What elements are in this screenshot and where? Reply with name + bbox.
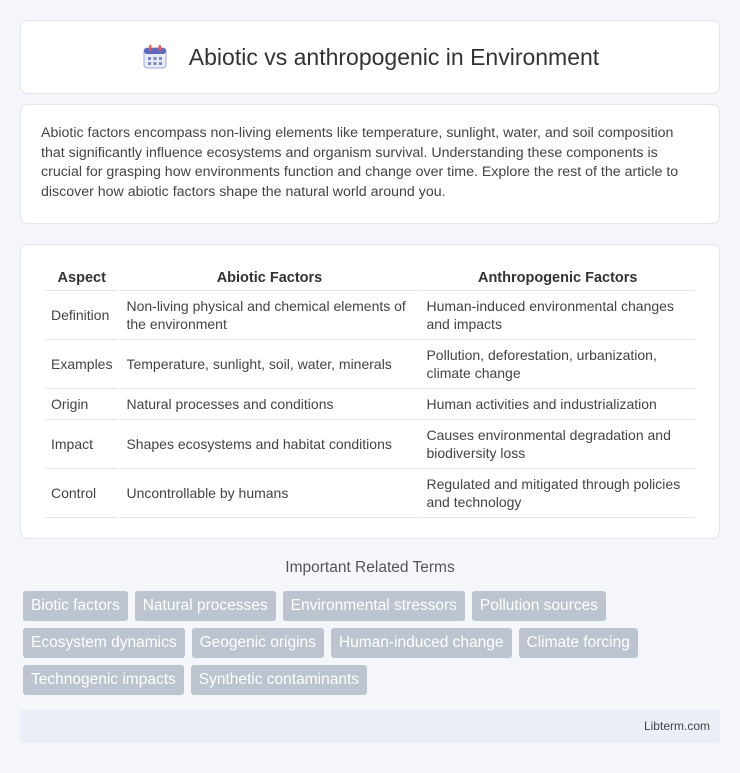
footer	[20, 710, 720, 743]
tag-row	[23, 628, 723, 658]
footer-brand-link[interactable]: Libterm.com	[643, 719, 710, 733]
table-row	[45, 340, 695, 389]
cell-anthropogenic: Human-induced environmental changes and impacts	[420, 291, 695, 340]
tag-biotic-factors[interactable]: Biotic factors	[23, 591, 128, 621]
tag-natural-processes[interactable]: Natural processes	[135, 591, 276, 621]
tag-environmental-stressors[interactable]: Environmental stressors	[283, 591, 465, 621]
header-anthropogenic: Anthropogenic Factors	[420, 265, 695, 291]
cell-abiotic: Shapes ecosystems and habitat conditions	[120, 420, 418, 469]
tag-geogenic-origins[interactable]: Geogenic origins	[192, 628, 324, 658]
cell-aspect: Impact	[45, 420, 118, 469]
cell-abiotic: Temperature, sunlight, soil, water, minerals	[120, 340, 418, 389]
intro-card	[20, 104, 720, 224]
header-aspect: Aspect	[45, 265, 118, 291]
comparison-table	[43, 265, 697, 518]
cell-anthropogenic: Pollution, deforestation, urbanization, climate change	[420, 340, 695, 389]
title-card	[20, 20, 720, 94]
table-row	[45, 420, 695, 469]
tag-ecosystem-dynamics[interactable]: Ecosystem dynamics	[23, 628, 185, 658]
cell-abiotic: Natural processes and conditions	[120, 389, 418, 420]
cell-aspect: Definition	[45, 291, 118, 340]
table-row	[45, 291, 695, 340]
tag-human-induced-change[interactable]: Human-induced change	[331, 628, 512, 658]
cell-abiotic: Non-living physical and chemical elements of the environment	[120, 291, 418, 340]
table-row	[45, 389, 695, 420]
cell-anthropogenic: Human activities and industrialization	[420, 389, 695, 420]
tag-pollution-sources[interactable]: Pollution sources	[472, 591, 606, 621]
cell-aspect: Examples	[45, 340, 118, 389]
table-header-row	[45, 265, 695, 291]
cell-abiotic: Uncontrollable by humans	[120, 469, 418, 518]
calendar-icon	[141, 43, 169, 71]
intro-text: Abiotic factors encompass non-living elements like temperature, sunlight, water, and soil composition that significantly influence ecosystems and organism survival. Understanding these components is crucial for grasping how environments function and change over time. Explore the rest of the article to discover how abiotic factors shape the natural world around you.	[41, 125, 679, 200]
header-abiotic: Abiotic Factors	[120, 265, 418, 291]
page-title: Abiotic vs anthropogenic in Environment	[188, 43, 600, 70]
tag-row	[23, 665, 723, 695]
tag-row	[23, 591, 723, 621]
related-terms-tags	[23, 591, 723, 702]
tag-climate-forcing[interactable]: Climate forcing	[519, 628, 638, 658]
related-terms-title: Important Related Terms	[285, 559, 455, 576]
cell-aspect: Control	[45, 469, 118, 518]
cell-aspect: Origin	[45, 389, 118, 420]
cell-anthropogenic: Regulated and mitigated through policies and technology	[420, 469, 695, 518]
tag-synthetic-contaminants[interactable]: Synthetic contaminants	[191, 665, 367, 695]
table-row	[45, 469, 695, 518]
comparison-card	[20, 244, 720, 539]
tag-technogenic-impacts[interactable]: Technogenic impacts	[23, 665, 184, 695]
cell-anthropogenic: Causes environmental degradation and biodiversity loss	[420, 420, 695, 469]
